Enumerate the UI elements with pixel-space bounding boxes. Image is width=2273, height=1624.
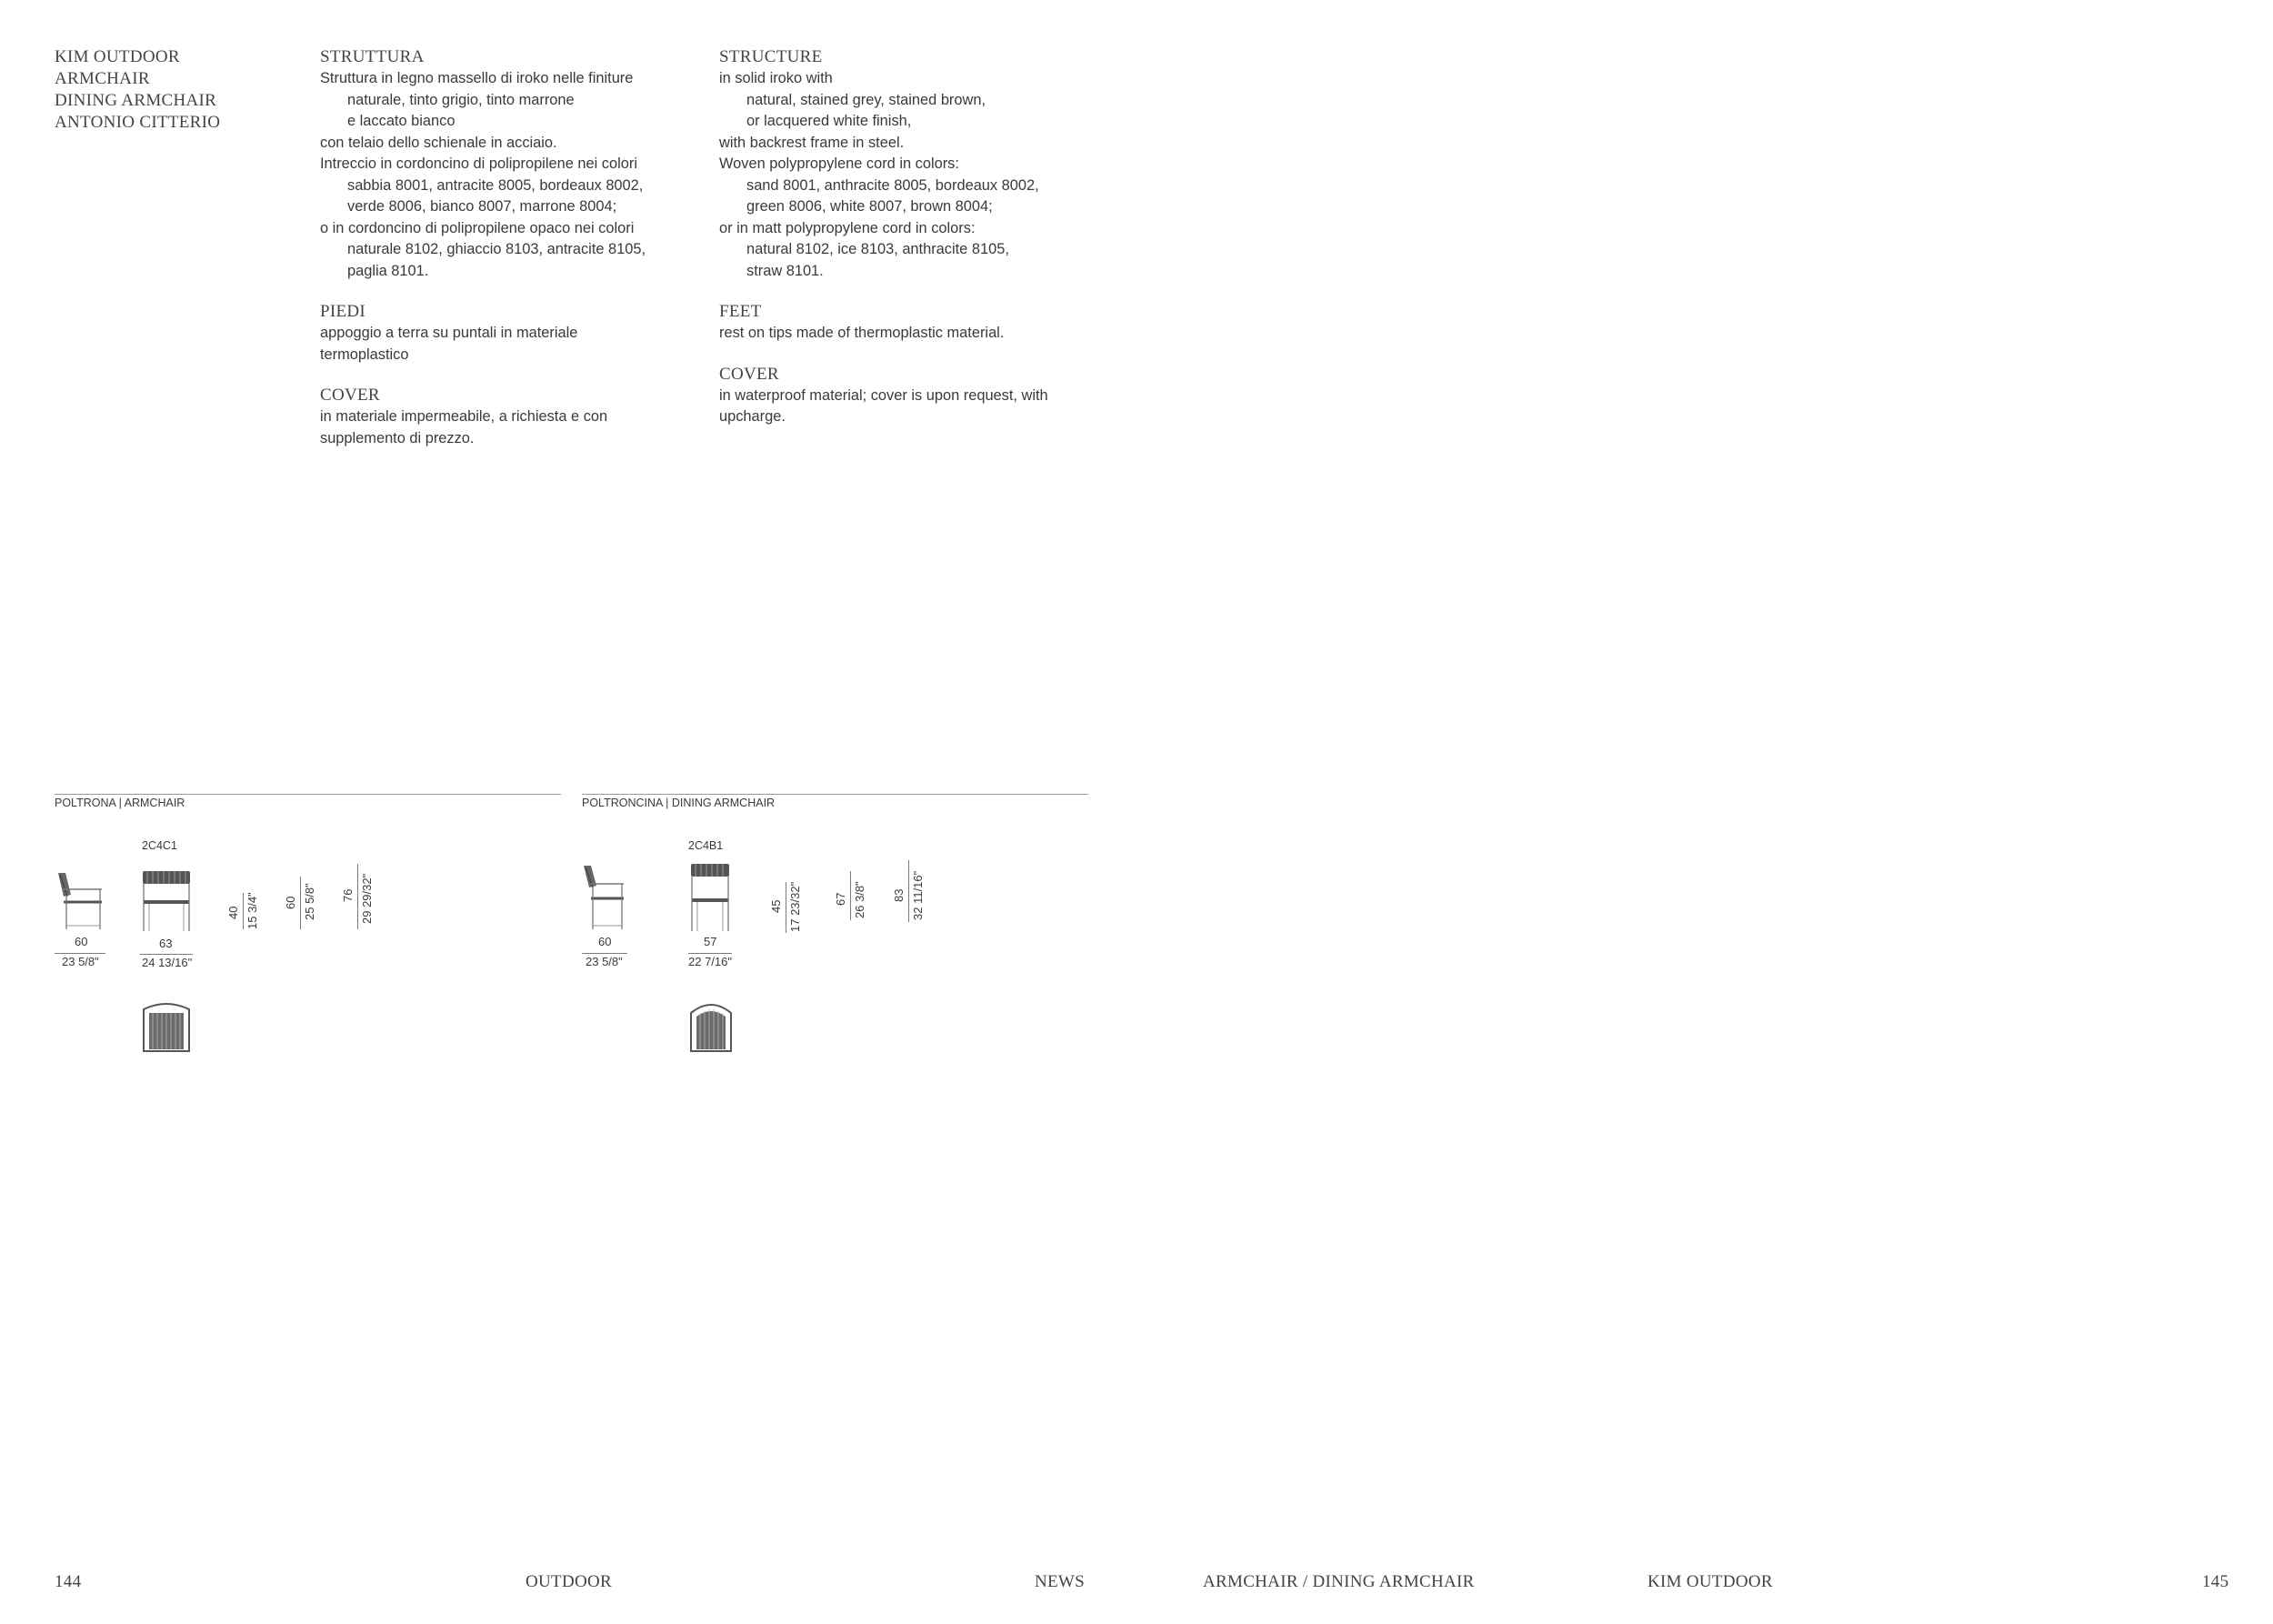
dimension-line [582,953,627,954]
depth-in: 23 5/8" [586,955,623,968]
width-cm: 57 [704,935,717,948]
english-description [719,46,1101,447]
title-line: ARMCHAIR [55,69,150,88]
text-line: natural 8102, ice 8103, anthracite 8105, [746,241,1009,257]
armchair-code: 2C4C1 [142,839,177,852]
title-line: DINING ARMCHAIR [55,91,217,110]
seat-height-cm: 45 [769,899,783,913]
dining-armchair-divider [582,794,1088,795]
armchair-side-view-drawing [55,871,105,931]
armchair-top-view-drawing [140,1000,193,1053]
arm-height-in: 26 3/8" [853,881,866,918]
text-line: paglia 8101. [347,262,429,279]
height-in: 32 11/16" [911,870,925,920]
dimension-line [243,893,244,929]
text-line: supplemento di prezzo. [320,429,475,446]
text-line: in materiale impermeabile, a richiesta e con [320,408,608,425]
dimension-line [55,953,105,954]
struttura-section [320,46,702,282]
seat-height-in: 17 23/32" [788,881,802,932]
arm-height-in: 25 5/8" [303,883,316,920]
width-in: 24 13/16" [142,956,193,969]
text-line: or lacquered white finish, [746,113,912,129]
text-line: natural, stained grey, stained brown, [746,91,986,108]
dimension-line [357,864,358,929]
height-cm: 76 [341,888,355,902]
dining-armchair-front-view-drawing [688,862,732,933]
seat-height-in: 15 3/4" [245,892,259,929]
footer-product-type: ARMCHAIR / DINING ARMCHAIR [1203,1572,1475,1591]
armchair-front-view-drawing [140,869,193,933]
text-line: or in matt polypropylene cord in colors: [719,219,976,236]
product-title-block [55,46,220,134]
designer-name: ANTONIO CITTERIO [55,113,221,132]
footer-product-name: KIM OUTDOOR [1647,1572,1773,1591]
italian-description [320,46,702,468]
text-line: straw 8101. [746,262,824,279]
text-line: sand 8001, anthracite 8005, bordeaux 8002, [746,176,1039,194]
footer-news: NEWS [1035,1572,1086,1591]
text-line: o in cordoncino di polipropilene opaco nei colori [320,219,635,236]
text-line: e laccato bianco [347,113,456,129]
dimension-line [140,954,193,955]
text-line: Intreccio in cordoncino di polipropilene nei colori [320,155,637,172]
section-title: COVER [719,364,779,384]
text-line: Struttura in legno massello di iroko nelle finiture [320,70,634,86]
dining-armchair-top-view-drawing [688,1000,734,1053]
text-line: green 8006, white 8007, brown 8004; [746,198,993,215]
height-cm: 83 [892,888,906,902]
seat-height-cm: 40 [226,906,240,919]
armchair-divider [55,794,561,795]
text-line: Woven polypropylene cord in colors: [719,155,959,172]
height-in: 29 29/32" [360,873,374,924]
width-cm: 63 [159,937,173,950]
arm-height-cm: 60 [284,896,297,909]
dimension-line [300,877,301,929]
armchair-label: POLTRONA | ARMCHAIR [55,797,185,809]
piedi-section [320,301,702,366]
section-title: COVER [320,386,380,405]
cover-section [320,385,702,449]
section-title: FEET [719,302,762,321]
page-number-left: 144 [55,1572,82,1591]
text-line: appoggio a terra su puntali in materiale [320,325,578,341]
structure-section [719,46,1101,282]
dimension-line [688,953,732,954]
text-line: con telaio dello schienale in acciaio. [320,134,557,151]
section-title: STRUTTURA [320,47,425,66]
text-line: in solid iroko with [719,70,833,86]
arm-height-cm: 67 [834,892,847,906]
text-line: naturale, tinto grigio, tinto marrone [347,91,575,108]
section-title: PIEDI [320,302,366,321]
text-line: in waterproof material; cover is upon request, with [719,386,1048,404]
depth-cm: 60 [75,935,88,948]
text-line: rest on tips made of thermoplastic material. [719,325,1005,341]
depth-in: 23 5/8" [62,955,99,968]
text-line: termoplastico [320,346,409,363]
text-line: sabbia 8001, antracite 8005, bordeaux 8002, [347,176,644,194]
text-line: with backrest frame in steel. [719,134,905,151]
feet-section [719,301,1101,345]
dining-armchair-side-view-drawing [582,864,629,931]
width-in: 22 7/16" [688,955,732,968]
text-line: verde 8006, bianco 8007, marrone 8004; [347,198,617,215]
section-title: STRUCTURE [719,47,823,66]
text-line: upcharge. [719,408,786,425]
footer-section: OUTDOOR [526,1572,612,1591]
title-line: KIM OUTDOOR [55,47,180,66]
page-number-right: 145 [2202,1572,2229,1591]
dimension-line [850,871,851,920]
cover-section [719,364,1101,428]
depth-cm: 60 [598,935,612,948]
dimension-line [908,860,909,922]
text-line: naturale 8102, ghiaccio 8103, antracite 8105, [347,241,646,257]
dining-armchair-label: POLTRONCINA | DINING ARMCHAIR [582,797,776,809]
dining-armchair-code: 2C4B1 [688,839,724,852]
